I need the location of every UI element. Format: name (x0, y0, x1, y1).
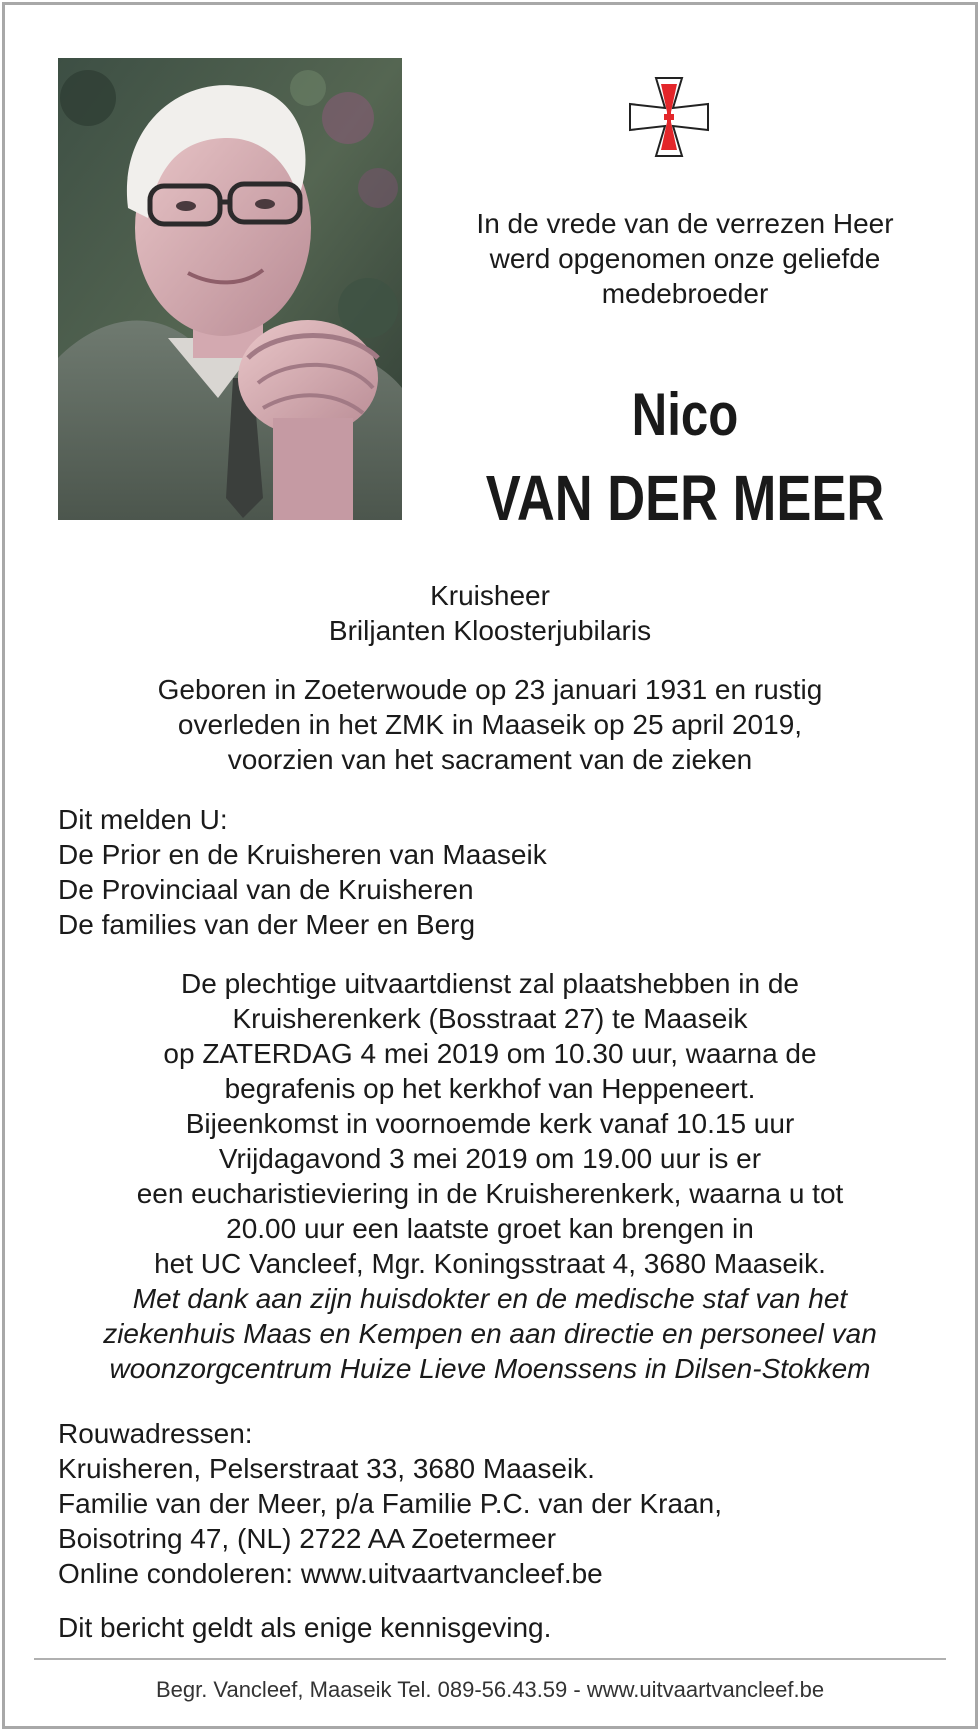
cross-pattee-icon (626, 74, 712, 160)
portrait-photo (58, 58, 402, 520)
footer-text: Begr. Vancleef, Maaseik Tel. 089-56.43.59 - www.uitvaartvancleef.be (155, 1677, 825, 1702)
thanks-line-1: Met dank aan zijn huisdokter en de medische staf van het (132, 1283, 848, 1314)
title-line-2: Briljanten Kloosterjubilaris (328, 615, 652, 646)
birth-line-1: Geboren in Zoeterwoude op 23 januari 1931 en rustig (157, 674, 823, 705)
addresses-block (58, 1416, 938, 1591)
portrait-illustration (58, 58, 402, 520)
notice-text: Dit bericht geldt als enige kennisgeving. (58, 1612, 552, 1643)
intro-line-3: medebroeder (601, 278, 769, 309)
service-line-4: begrafenis op het kerkhof van Heppeneert. (224, 1073, 756, 1104)
thanks-line-2: ziekenhuis Maas en Kempen en aan directie en personeel van (103, 1318, 877, 1349)
address-line-5: Online condoleren: www.uitvaartvancleef.be (58, 1558, 603, 1589)
service-line-6: Vrijdagavond 3 mei 2019 om 19.00 uur is er (218, 1143, 762, 1174)
intro-text (420, 206, 950, 311)
address-line-4: Boisotring 47, (NL) 2722 AA Zoetermeer (58, 1523, 557, 1554)
address-line-2: Kruisheren, Pelserstraat 33, 3680 Maaseik. (58, 1453, 595, 1484)
deceased-last-name: VAN DER MEER (485, 462, 885, 534)
footer-divider (34, 1658, 946, 1660)
service-line-8: 20.00 uur een laatste groet kan brengen in (226, 1213, 754, 1244)
intro-line-2: werd opgenomen onze geliefde (489, 243, 881, 274)
birth-death-block (30, 672, 950, 777)
deceased-first-name: Nico (631, 381, 739, 448)
service-line-1: De plechtige uitvaartdienst zal plaatshebben in de (181, 968, 799, 999)
intro-line-1: In de vrede van de verrezen Heer (476, 208, 894, 239)
announcer-line-2: De Prior en de Kruisheren van Maaseik (58, 839, 547, 870)
announcer-line-4: De families van der Meer en Berg (58, 909, 476, 940)
service-line-3: op ZATERDAG 4 mei 2019 om 10.30 uur, waarna de (163, 1038, 817, 1069)
service-line-9: het UC Vancleef, Mgr. Koningsstraat 4, 3680 Maaseik. (154, 1248, 826, 1279)
announcer-line-3: De Provinciaal van de Kruisheren (58, 874, 474, 905)
title-line-1: Kruisheer (430, 580, 550, 611)
service-line-2: Kruisherenkerk (Bosstraat 27) te Maaseik (232, 1003, 748, 1034)
birth-line-2: overleden in het ZMK in Maaseik op 25 april 2019, (177, 709, 803, 740)
service-block (30, 966, 950, 1386)
announcers-block (58, 802, 938, 942)
thanks-line-3: woonzorgcentrum Huize Lieve Moenssens in Dilsen-Stokkem (109, 1353, 871, 1384)
service-line-5: Bijeenkomst in voornoemde kerk vanaf 10.15 uur (185, 1108, 795, 1139)
birth-line-3: voorzien van het sacrament van de zieken (227, 744, 753, 775)
titles-block (30, 578, 950, 648)
address-line-3: Familie van der Meer, p/a Familie P.C. van der Kraan, (58, 1488, 723, 1519)
announcer-line-1: Dit melden U: (58, 804, 228, 835)
service-line-7: een eucharistieviering in de Kruisherenkerk, waarna u tot (136, 1178, 844, 1209)
address-line-1: Rouwadressen: (58, 1418, 253, 1449)
